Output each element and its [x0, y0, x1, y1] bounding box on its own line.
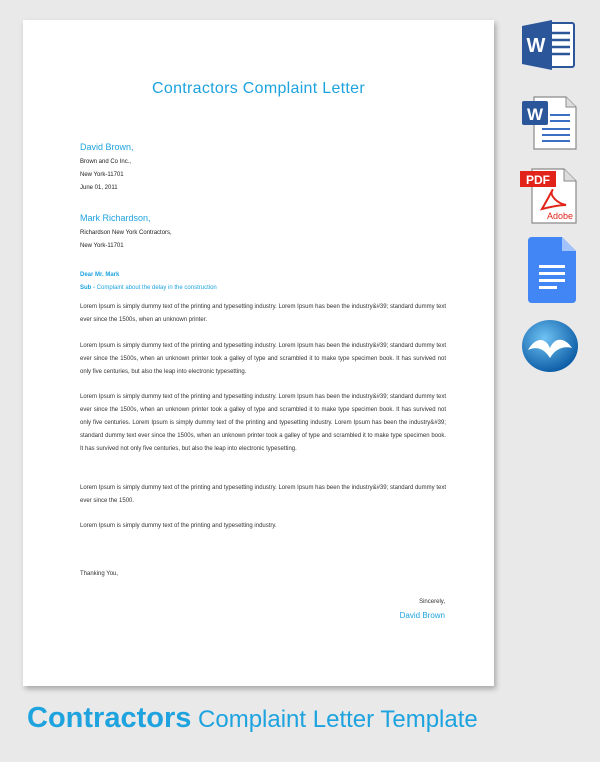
signature-name: David Brown: [399, 611, 445, 620]
sender-address-line: New York-11701: [80, 172, 124, 178]
doc-file-icon[interactable]: [520, 95, 580, 151]
pdf-label: PDF: [526, 173, 550, 187]
subject-line: [80, 285, 217, 291]
subject-text: Complaint about the delay in the construction: [96, 285, 217, 291]
salutation: Dear Mr. Mark: [80, 272, 120, 278]
word-letter: W: [526, 35, 546, 57]
body-paragraph: Lorem Ipsum is simply dummy text of the printing and typesetting industry. Lorem Ipsum has been the industry&#39; standard dummy text ever since the 1500s, when an unknown printer took a galley of type and scrambled it to make type specimen book. It has survived not only five centuries, but also the leap into electronic typesetting.: [80, 343, 446, 375]
body-paragraph: Lorem Ipsum is simply dummy text of the printing and typesetting industry. Lorem Ipsum has been the industry&#39; standard dummy text ever since the 1500s, when an unknown printer took a galley of type and scrambled it to make type specimen book. It has survived not only five centuries. Lorem Ipsum is simply dummy text of the printing and typesetting industry. Lorem Ipsum has been the industry&#39; standard dummy text ever since the 1500s, when an unknown printer took a galley of type and scrambled it to make type specimen book. It has survived not only five centuries, but also the leap into electronic typesetting.: [80, 394, 446, 452]
recipient-address: [80, 227, 172, 253]
letter-title: Contractors Complaint Letter: [152, 80, 365, 97]
footer-title-bold: Contractors: [27, 702, 192, 734]
subject-label: Sub -: [80, 285, 97, 291]
recipient-address-line: New York-11701: [80, 243, 124, 249]
sender-date: June 01, 2011: [80, 185, 118, 191]
sender-address: [80, 156, 131, 195]
letter-page: [23, 20, 494, 686]
sender-name: David Brown,: [80, 142, 134, 152]
doc-letter: W: [526, 105, 544, 124]
footer-title: [27, 702, 478, 735]
sign-off: Sincerely,: [419, 599, 445, 605]
recipient-address-line: Richardson New York Contractors,: [80, 230, 172, 236]
sender-address-line: Brown and Co Inc.,: [80, 159, 132, 165]
footer-title-rest: Complaint Letter Template: [191, 706, 478, 733]
google-docs-icon[interactable]: [528, 237, 578, 303]
word-icon[interactable]: [522, 20, 576, 70]
body-paragraph: Lorem Ipsum is simply dummy text of the printing and typesetting industry.: [80, 523, 277, 529]
openoffice-icon[interactable]: [520, 318, 580, 374]
body-paragraph: Lorem Ipsum is simply dummy text of the printing and typesetting industry. Lorem Ipsum has been the industry&#39; standard dummy text ever since the 1500s, when an unknown printer.: [80, 304, 446, 323]
pdf-brand: Adobe: [546, 211, 574, 221]
closing-line: Thanking You,: [80, 571, 119, 577]
recipient-name: Mark Richardson,: [80, 213, 151, 223]
body-paragraph: Lorem Ipsum is simply dummy text of the printing and typesetting industry. Lorem Ipsum has been the industry&#39; standard dummy text ever since the 1500.: [80, 485, 446, 504]
pdf-icon[interactable]: [520, 167, 580, 225]
